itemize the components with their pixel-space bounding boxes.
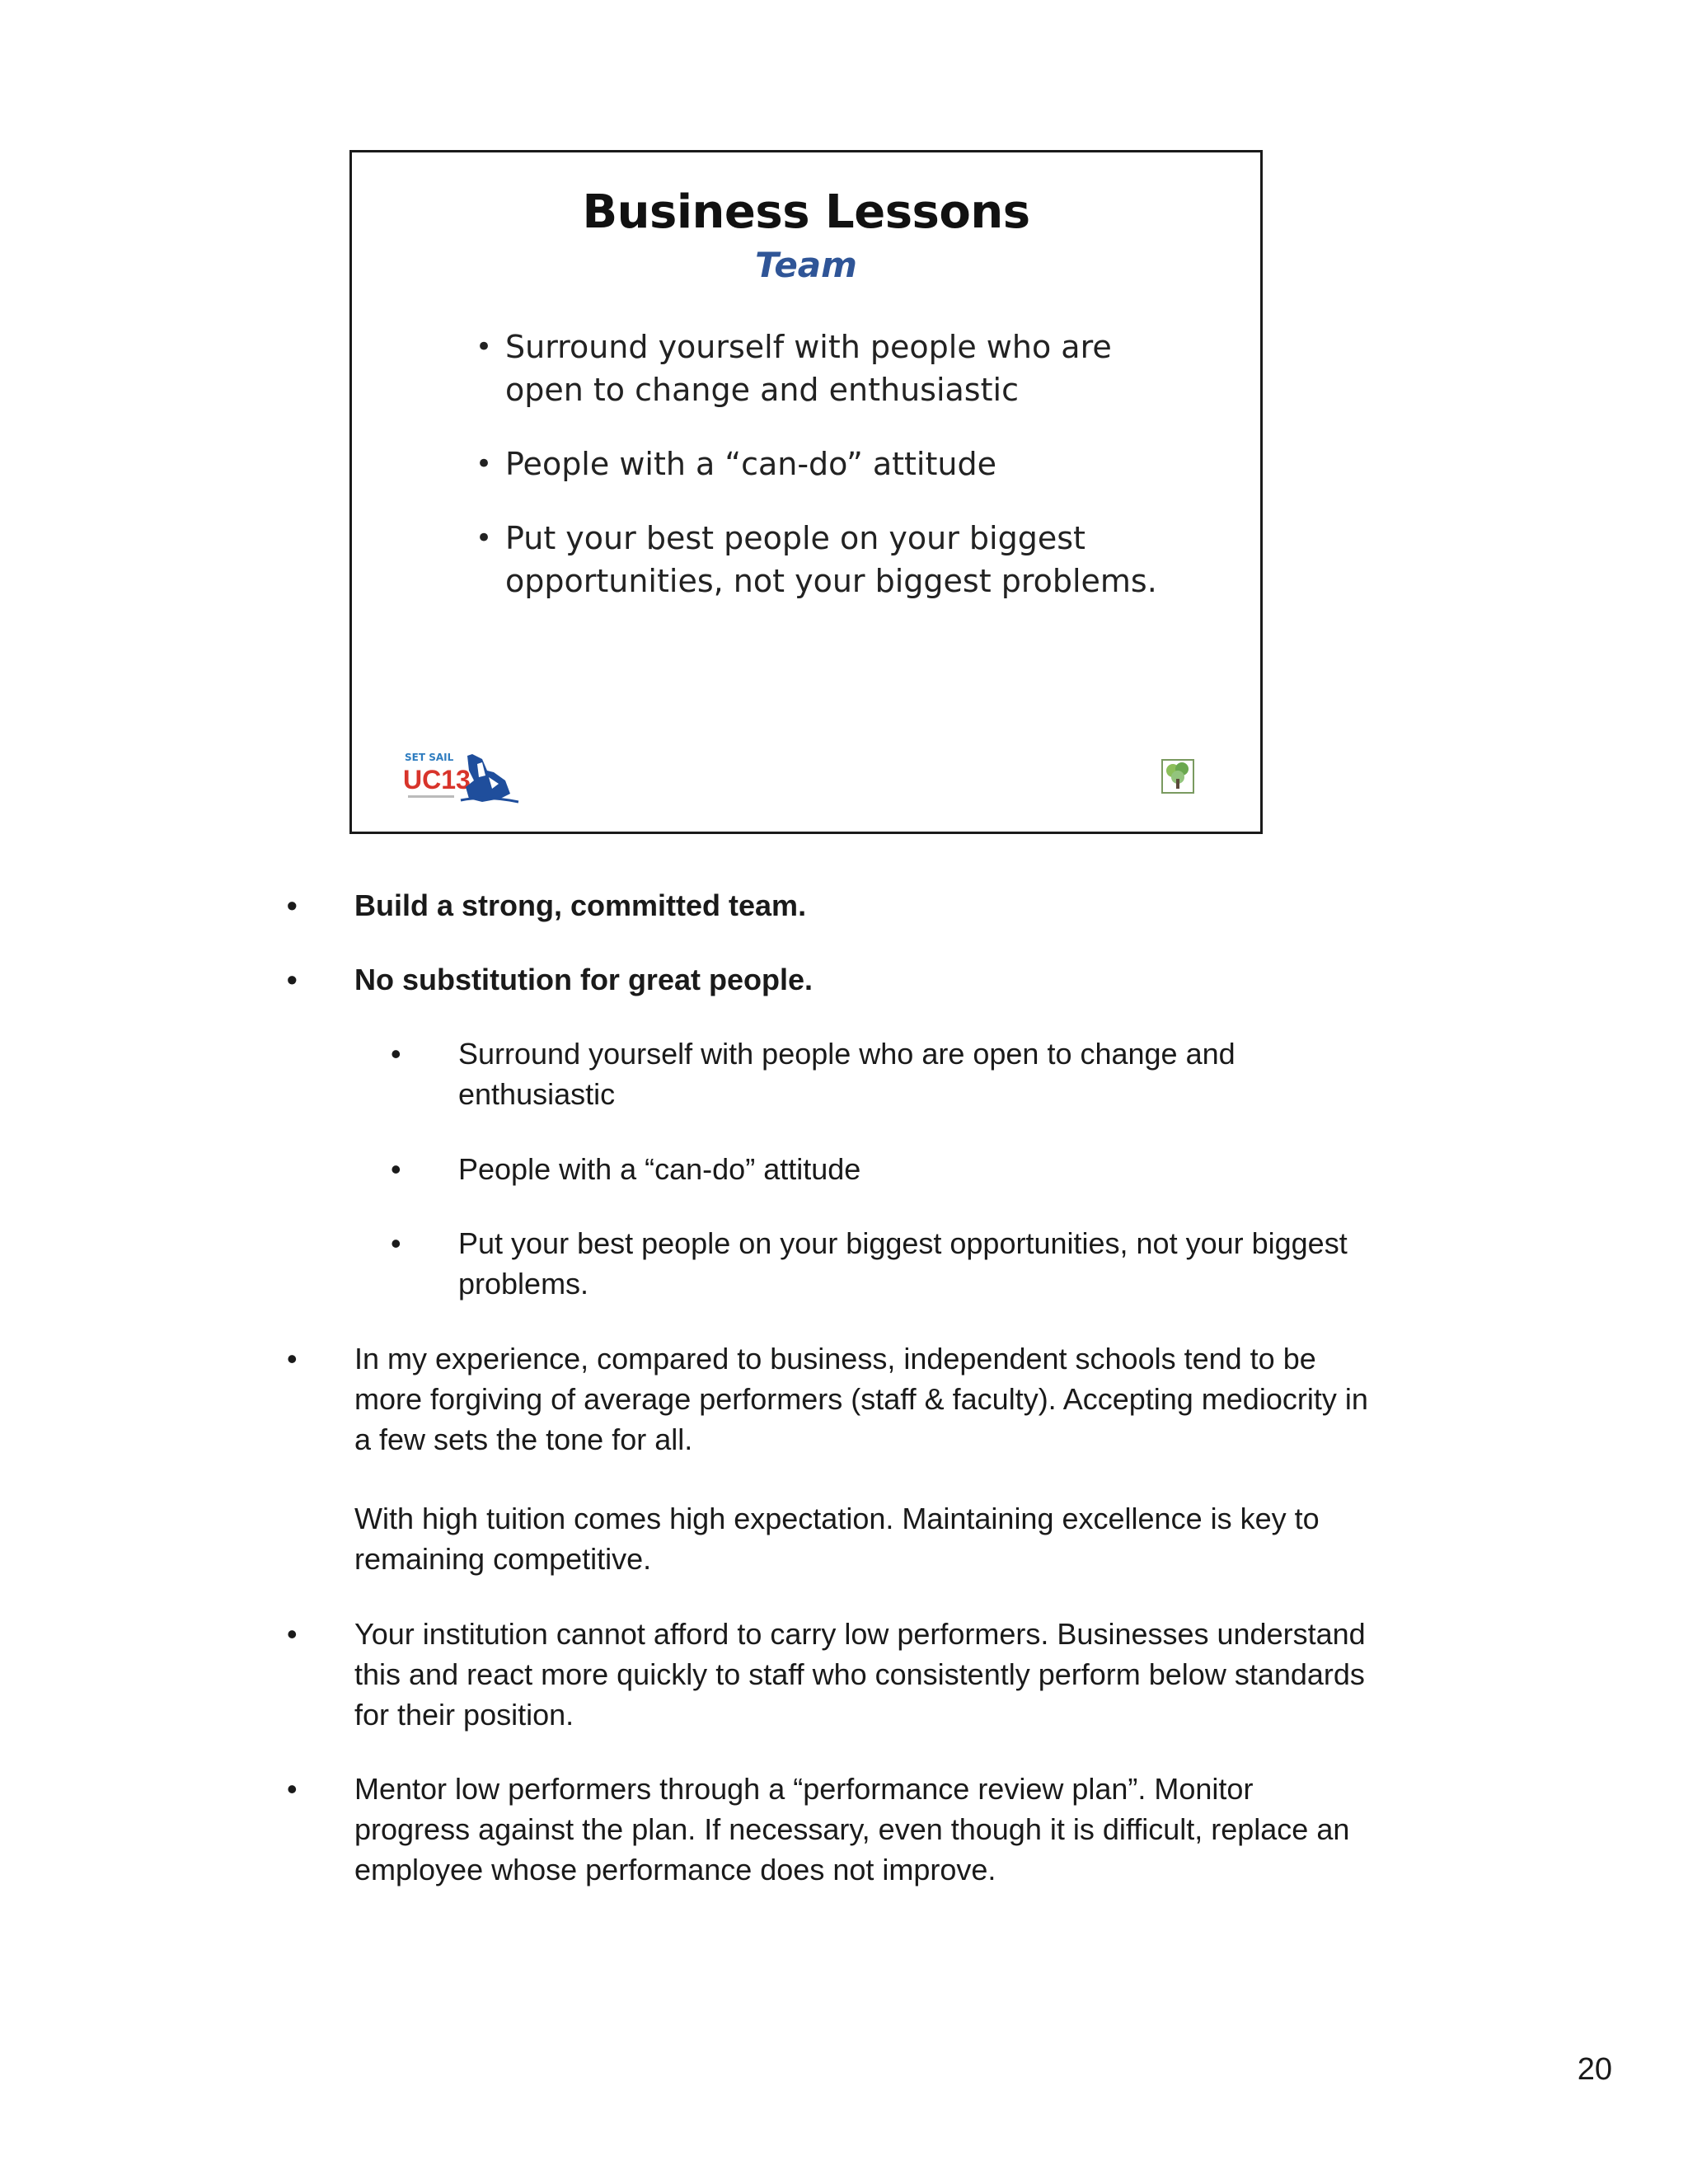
bullet-marker: • <box>391 1226 401 1260</box>
slide-bullet: • People with a “can-do” attitude <box>476 446 996 482</box>
slide-subtitle: Team <box>755 245 857 285</box>
page-number: 20 <box>1577 2052 1612 2087</box>
slide-bullet-list <box>476 326 1168 634</box>
bullet-marker: • <box>287 963 298 996</box>
tree-logo <box>1161 759 1194 794</box>
note-sub-bullet: • Put your best people on your biggest opportunities, not your biggest problems. <box>391 1223 1413 1305</box>
bullet-marker: • <box>287 1772 298 1806</box>
slide-thumbnail <box>349 150 1263 834</box>
note-paragraph: With high tuition comes high expectation. Maintaining excellence is key to remaining competitive. <box>354 1502 1320 1576</box>
note-bullet: • Mentor low performers through a “performance review plan”. Monitor progress against the plan. If necessary, even though it is difficult, replace an employee whose performance does not improve. <box>287 1769 1408 1892</box>
note-bullet: • In my experience, compared to business, independent schools tend to be more forgiving of average performers (staff & faculty). Accepting mediocrity in a few sets the tone for all. <box>287 1338 1408 1462</box>
slide-bullet: • Surround yourself with people who are open to change and enthusiastic <box>476 329 1112 408</box>
svg-text:SET SAIL: SET SAIL <box>405 752 454 763</box>
slide-title: Business Lessons <box>582 185 1030 239</box>
uc13-logo <box>403 748 527 810</box>
svg-text:UC13: UC13 <box>403 765 471 794</box>
slide-bullet: • Put your best people on your biggest opportunities, not your biggest problems. <box>476 520 1157 599</box>
bullet-marker: • <box>287 1617 298 1651</box>
bullet-marker: • <box>391 1152 401 1186</box>
note-sub-bullet: • Surround yourself with people who are open to change and enthusiastic <box>391 1033 1413 1116</box>
bullet-marker: • <box>391 1037 401 1071</box>
note-bullet: • Your institution cannot afford to carry low performers. Businesses understand this and react more quickly to staff who consistently perform below standards for their position. <box>287 1614 1408 1737</box>
bullet-marker: • <box>287 1342 298 1376</box>
bullet-marker: • <box>287 888 298 922</box>
